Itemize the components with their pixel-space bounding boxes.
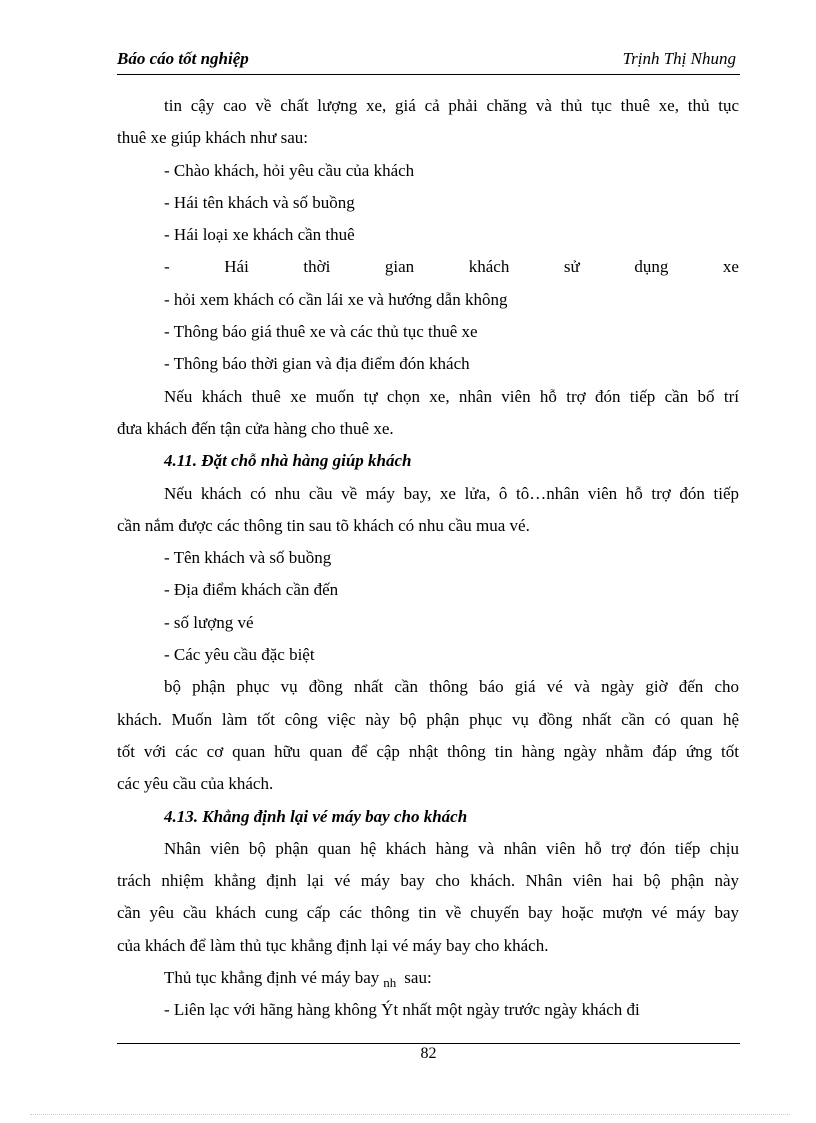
paragraph-line: cần yêu cầu khách cung cấp các thông tin về chuyến bay hoặc mượn vé máy bay bbox=[117, 903, 739, 923]
paragraph-line: trách nhiệm khẳng định lại vé máy bay cho khách. Nhân viên hai bộ phận này bbox=[117, 871, 739, 891]
paragraph-line: Nếu khách thuê xe muốn tự chọn xe, nhân viên hỗ trợ đón tiếp cần bố trí bbox=[164, 386, 739, 406]
section-heading: 4.13. Khẳng định lại vé máy bay cho khách bbox=[164, 806, 468, 826]
paragraph-line: khách. Muốn làm tốt công việc này bộ phận phục vụ đồng nhất cần có quan hệ bbox=[117, 709, 739, 729]
paragraph-line: thuê xe giúp khách như sau: bbox=[117, 128, 308, 148]
word: Hái bbox=[224, 257, 249, 277]
section-heading: 4.11. Đặt chỗ nhà hàng giúp khách bbox=[164, 451, 412, 471]
word: sử bbox=[563, 257, 580, 277]
header-title: Báo cáo tốt nghiệp bbox=[117, 49, 249, 68]
list-item: - Hái loại xe khách cần thuê bbox=[164, 225, 355, 245]
text-run: sau: bbox=[404, 968, 432, 988]
list-item: - Các yêu cầu đặc biệt bbox=[164, 645, 315, 665]
paragraph-line: tốt với các cơ quan hữu quan để cập nhật thông tin hàng ngày nhằm đáp ứng tốt bbox=[117, 741, 739, 761]
word: thời bbox=[303, 257, 331, 277]
page-edge-divider bbox=[30, 1114, 790, 1115]
list-item: - Hái tên khách và số buồng bbox=[164, 192, 355, 212]
paragraph-line: của khách để làm thủ tục khẳng định lại vé máy bay cho khách. bbox=[117, 935, 549, 955]
paragraph-line: Nếu khách có nhu cầu về máy bay, xe lửa, ô tô…nhân viên hỗ trợ đón tiếp bbox=[164, 483, 739, 503]
paragraph-line bbox=[117, 962, 739, 994]
paragraph-line: bộ phận phục vụ đồng nhất cần thông báo giá vé và ngày giờ đến cho bbox=[164, 677, 739, 697]
paragraph-line: cần nắm được các thông tin sau tõ khách có nhu cầu mua vé. bbox=[117, 515, 530, 535]
paragraph-line: các yêu cầu của khách. bbox=[117, 774, 274, 794]
header-author: Trịnh Thị Nhung bbox=[622, 49, 736, 68]
page-footer bbox=[117, 1043, 740, 1063]
list-item: - Địa điểm khách cần đến bbox=[164, 580, 339, 600]
word: khách bbox=[468, 257, 510, 277]
word: dụng bbox=[634, 257, 669, 277]
paragraph-line: Nhân viên bộ phận quan hệ khách hàng và nhân viên hỗ trợ đón tiếp chịu bbox=[164, 838, 739, 858]
page-number: 82 bbox=[420, 1045, 437, 1062]
paragraph-line: đưa khách đến tận cửa hàng cho thuê xe. bbox=[117, 418, 394, 438]
list-item: - Liên lạc với hãng hàng không Ýt nhất một ngày trước ngày khách đi bbox=[164, 1000, 640, 1020]
word: xe bbox=[722, 257, 739, 277]
list-item: - Tên khách và số buồng bbox=[164, 548, 332, 568]
paragraph-line: tin cậy cao về chất lượng xe, giá cả phải chăng và thủ tục thuê xe, thủ tục bbox=[164, 96, 739, 115]
list-item: - Thông báo giá thuê xe và các thủ tục thuê xe bbox=[164, 322, 478, 342]
list-item: - Thông báo thời gian và địa điểm đón khách bbox=[164, 354, 470, 374]
page-header bbox=[117, 46, 740, 75]
text-run-lowered: nh bbox=[383, 975, 397, 991]
text-run: Thủ tục khẳng định vé máy bay bbox=[164, 968, 380, 988]
document-body bbox=[117, 90, 739, 1027]
word: - bbox=[164, 257, 170, 277]
list-item: - Chào khách, hỏi yêu cầu của khách bbox=[164, 160, 415, 180]
list-item-spread bbox=[117, 251, 739, 283]
word: gian bbox=[384, 257, 415, 277]
list-item: - số lượng vé bbox=[164, 612, 254, 632]
list-item: - hỏi xem khách có cần lái xe và hướng dẫn không bbox=[164, 289, 508, 309]
